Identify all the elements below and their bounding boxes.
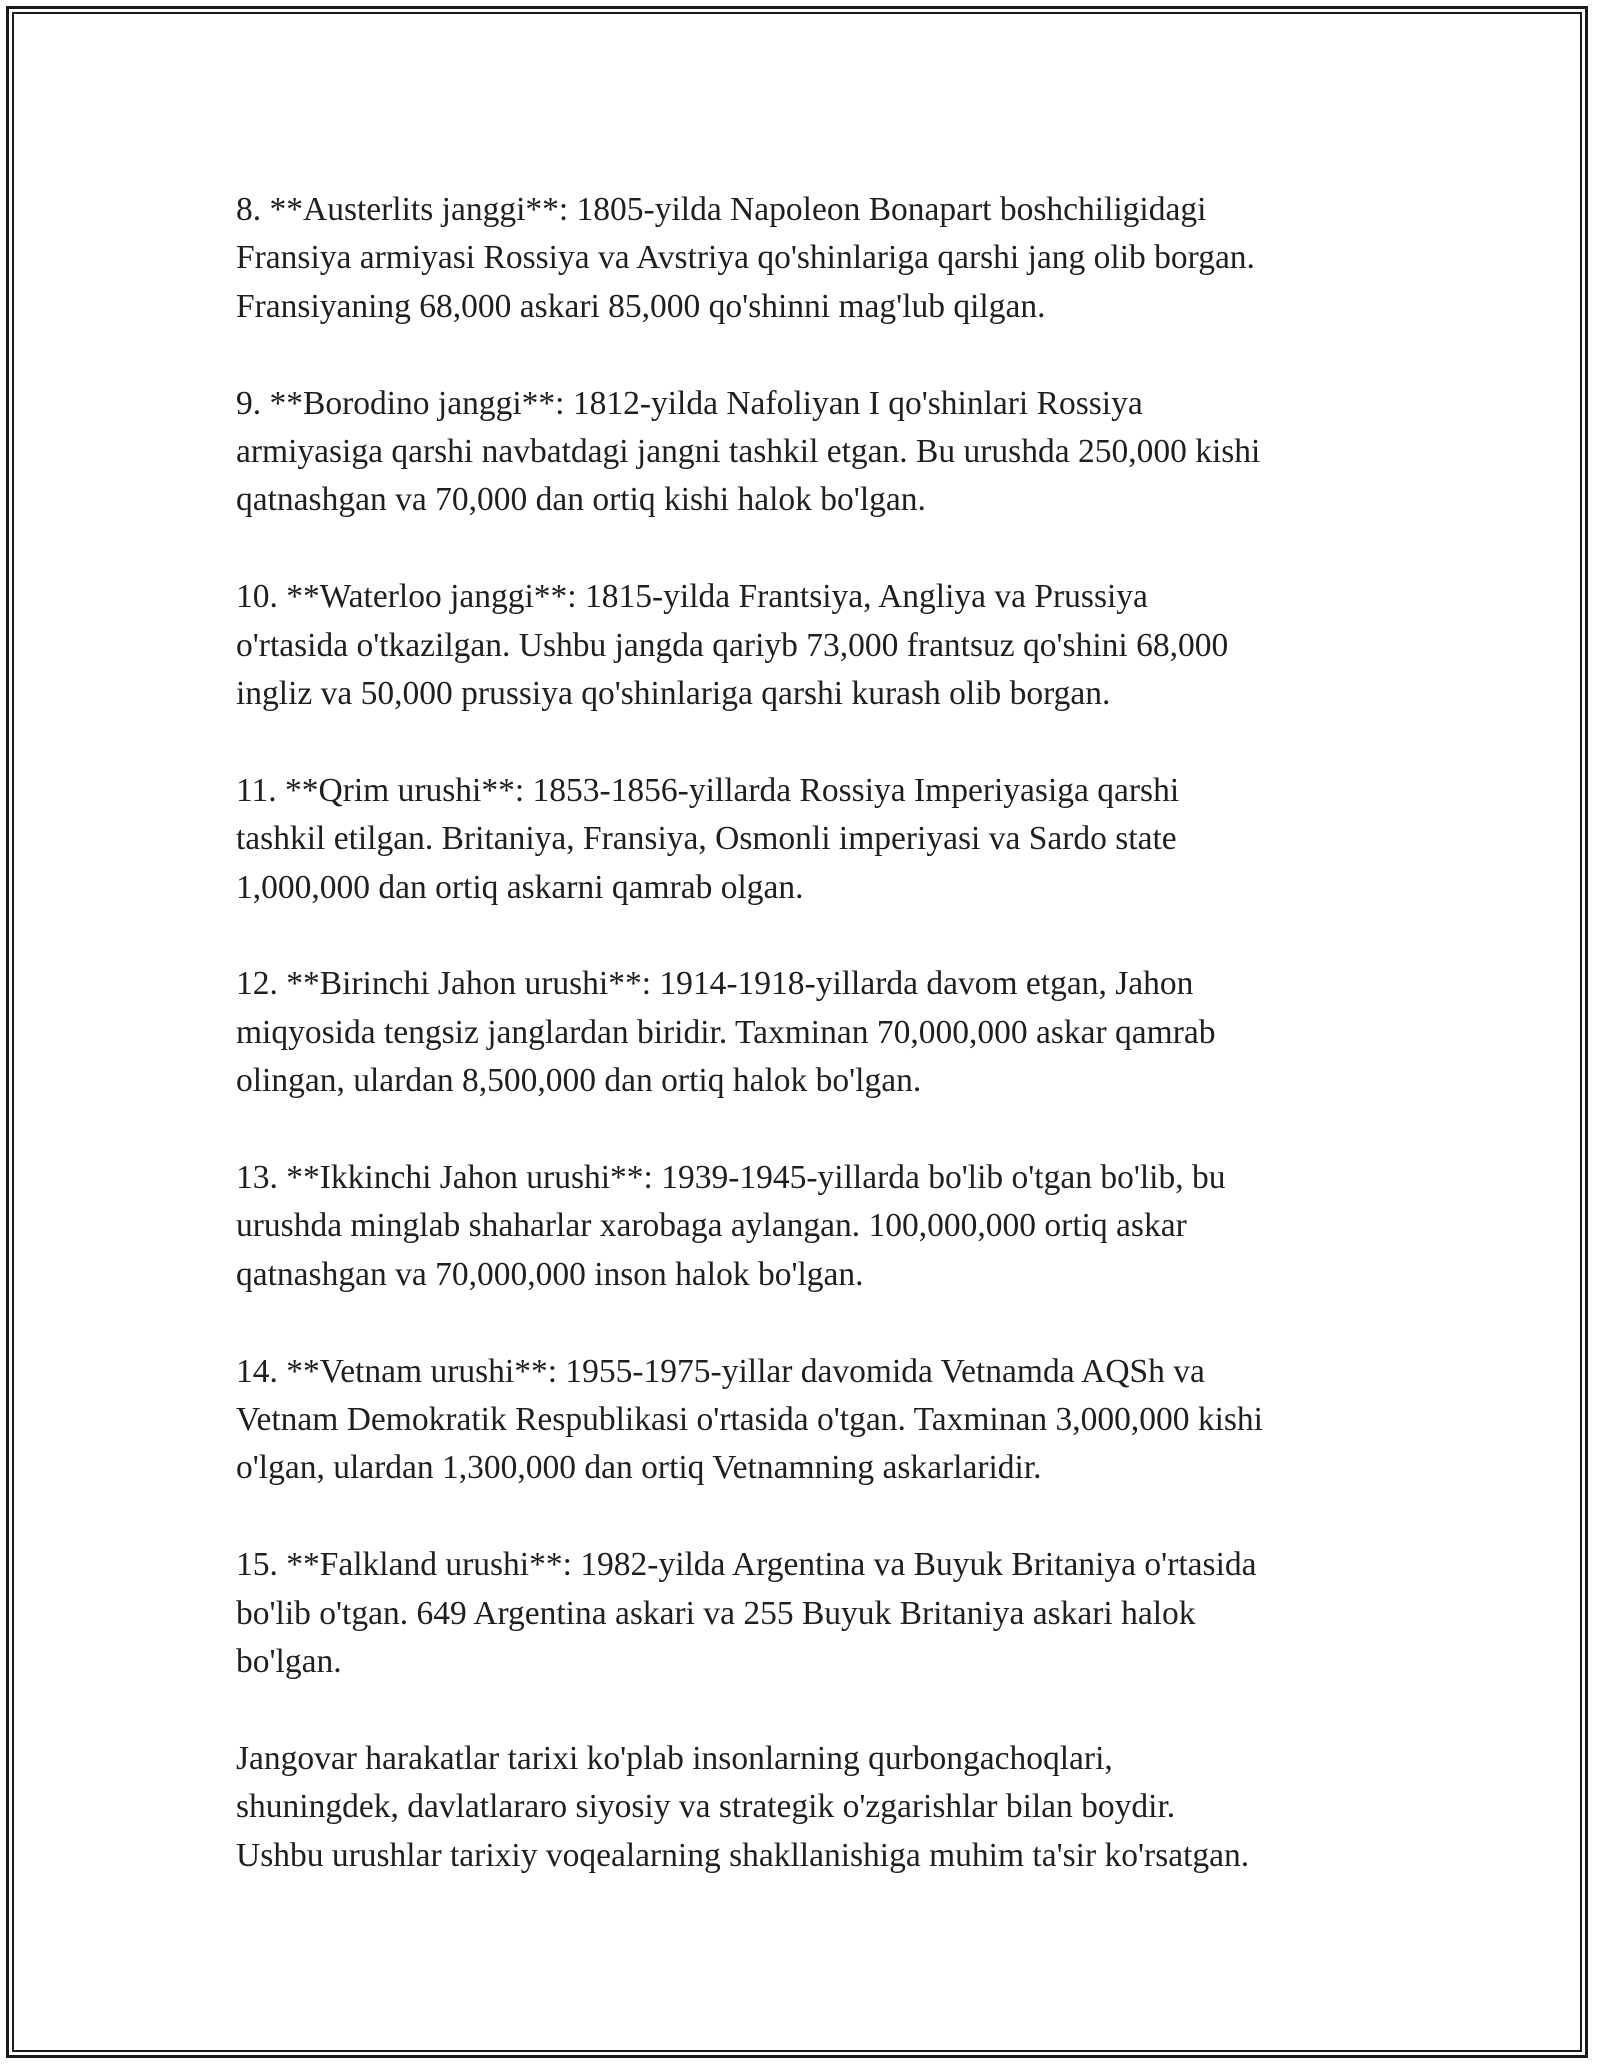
- paragraph-qrim: [236, 767, 1386, 912]
- text-line: 1,000,000 dan ortiq askarni qamrab olgan.: [236, 868, 804, 906]
- text-line: Jangovar harakatlar tarixi ko'plab insonlarning qurbongachoqlari,: [236, 1739, 1113, 1777]
- text-line: olingan, ulardan 8,500,000 dan ortiq halok bo'lgan.: [236, 1062, 922, 1100]
- text-line: miqyosida tengsiz janglardan biridir. Taxminan 70,000,000 askar qamrab: [236, 1013, 1216, 1051]
- text-line: 10. **Waterloo janggi**: 1815-yilda Frantsiya, Angliya va Prussiya: [236, 578, 1148, 616]
- text-line: bo'lib o'tgan. 649 Argentina askari va 255 Buyuk Britaniya askari halok: [236, 1594, 1196, 1632]
- paragraph-austerlits: [236, 186, 1386, 331]
- text-line: shuningdek, davlatlararo siyosiy va strategik o'zgarishlar bilan boydir.: [236, 1788, 1176, 1826]
- paragraph-borodino: [236, 380, 1386, 525]
- text-line: 15. **Falkland urushi**: 1982-yilda Argentina va Buyuk Britaniya o'rtasida: [236, 1546, 1257, 1584]
- text-line: bo'lgan.: [236, 1643, 342, 1681]
- text-line: o'lgan, ulardan 1,300,000 dan ortiq Vetnamning askarlaridir.: [236, 1449, 1042, 1487]
- text-line: Fransiya armiyasi Rossiya va Avstriya qo'shinlariga qarshi jang olib borgan.: [236, 239, 1255, 277]
- text-line: 9. **Borodino janggi**: 1812-yilda Nafoliyan I qo'shinlari Rossiya: [236, 384, 1143, 422]
- text-line: urushda minglab shaharlar xarobaga aylangan. 100,000,000 ortiq askar: [236, 1207, 1187, 1245]
- text-line: 14. **Vetnam urushi**: 1955-1975-yillar davomida Vetnamda AQSh va: [236, 1352, 1205, 1390]
- text-line: qatnashgan va 70,000,000 inson halok bo'lgan.: [236, 1255, 864, 1293]
- text-line: qatnashgan va 70,000 dan ortiq kishi halok bo'lgan.: [236, 481, 926, 519]
- text-line: ingliz va 50,000 prussiya qo'shinlariga qarshi kurash olib borgan.: [236, 675, 1111, 713]
- text-line: 13. **Ikkinchi Jahon urushi**: 1939-1945-yillarda bo'lib o'tgan bo'lib, bu: [236, 1159, 1226, 1197]
- paragraph-falkland: [236, 1541, 1386, 1686]
- text-line: 12. **Birinchi Jahon urushi**: 1914-1918-yillarda davom etgan, Jahon: [236, 965, 1194, 1003]
- text-line: Ushbu urushlar tarixiy voqealarning shakllanishiga muhim ta'sir ko'rsatgan.: [236, 1836, 1250, 1874]
- paragraph-birinchi-jahon: [236, 960, 1386, 1105]
- text-line: armiyasiga qarshi navbatdagi jangni tashkil etgan. Bu urushda 250,000 kishi: [236, 433, 1261, 471]
- text-line: tashkil etilgan. Britaniya, Fransiya, Osmonli imperiyasi va Sardo state: [236, 820, 1177, 858]
- text-line: 8. **Austerlits janggi**: 1805-yilda Napoleon Bonapart boshchiligidagi: [236, 191, 1207, 228]
- paragraph-waterloo: [236, 573, 1386, 718]
- text-line: Fransiyaning 68,000 askari 85,000 qo'shinni mag'lub qilgan.: [236, 287, 1046, 325]
- document-body: [236, 186, 1386, 1928]
- paragraph-ikkinchi-jahon: [236, 1154, 1386, 1299]
- paragraph-conclusion: [236, 1735, 1386, 1880]
- text-line: 11. **Qrim urushi**: 1853-1856-yillarda Rossiya Imperiyasiga qarshi: [236, 771, 1180, 809]
- paragraph-vetnam: [236, 1348, 1386, 1493]
- text-line: Vetnam Demokratik Respublikasi o'rtasida o'tgan. Taxminan 3,000,000 kishi: [236, 1401, 1263, 1439]
- text-line: o'rtasida o'tkazilgan. Ushbu jangda qariyb 73,000 frantsuz qo'shini 68,000: [236, 626, 1229, 664]
